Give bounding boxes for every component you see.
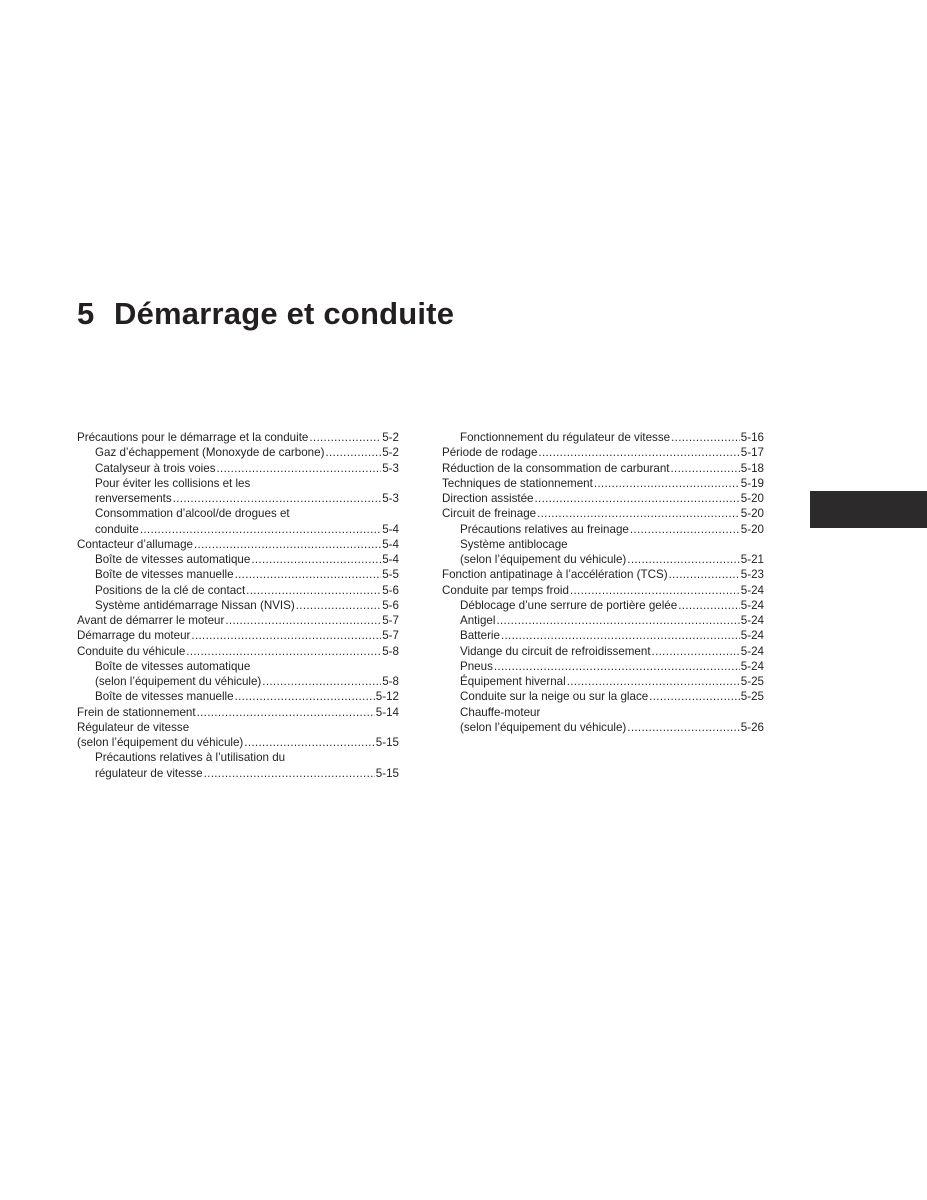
dot-leader	[191, 628, 381, 643]
toc-entry[interactable]	[77, 567, 399, 582]
toc-page-number: 5-3	[382, 461, 399, 475]
toc-entry-row	[77, 613, 399, 628]
toc-entry-line: Régulateur de vitesse	[77, 720, 190, 734]
toc-entry-title: Fonction antipatinage à l’accélération (TCS)	[442, 568, 668, 582]
toc-entry-title: Précautions pour le démarrage et la conduite	[77, 431, 309, 444]
dot-leader	[204, 766, 375, 781]
toc-entry-title: Direction assistée	[442, 492, 534, 505]
toc-entry-row	[460, 689, 764, 704]
toc-entry-row	[95, 598, 399, 613]
toc-entry-title: (selon l’équipement du véhicule)	[460, 553, 627, 566]
toc-entry-row	[77, 644, 399, 659]
toc-right-column	[442, 430, 764, 735]
toc-page-number: 5-25	[740, 675, 764, 688]
dot-leader	[538, 445, 739, 460]
toc-entry-row	[460, 720, 764, 735]
toc-entry-title: (selon l’équipement du véhicule)	[95, 675, 262, 688]
toc-page-number: 5-24	[740, 629, 764, 643]
toc-page-number: 5-5	[382, 568, 399, 582]
dot-leader	[537, 506, 740, 521]
toc-entry[interactable]	[77, 583, 399, 598]
dot-leader	[501, 628, 740, 643]
toc-page-number: 5-2	[382, 446, 399, 460]
toc-entry[interactable]	[77, 705, 399, 720]
toc-entry-row	[77, 705, 399, 720]
toc-entry-row	[460, 552, 764, 567]
toc-entry-title: Boîte de vitesses manuelle	[95, 690, 234, 704]
dot-leader	[649, 689, 740, 704]
toc-entry-row	[442, 445, 764, 460]
toc-entry[interactable]	[77, 552, 399, 567]
toc-entry-row	[442, 476, 764, 491]
toc-entry-row	[95, 766, 399, 781]
toc-entry-row	[95, 552, 399, 567]
dot-leader	[678, 598, 740, 613]
toc-entry[interactable]	[77, 461, 399, 476]
toc-page-number: 5-8	[382, 675, 399, 688]
toc-entry-row	[460, 430, 764, 445]
toc-entry-line: Pour éviter les collisions et les	[95, 476, 251, 490]
toc-entry-row	[442, 583, 764, 598]
toc-entry[interactable]	[442, 537, 764, 568]
toc-entry[interactable]	[77, 720, 399, 751]
toc-entry-row	[77, 628, 399, 643]
toc-page-number: 5-7	[382, 629, 399, 643]
toc-entry[interactable]	[442, 613, 764, 628]
dot-leader	[652, 644, 740, 659]
toc-entry-row	[460, 522, 764, 537]
toc-entry[interactable]	[77, 613, 399, 628]
toc-entry-title: Positions de la clé de contact	[95, 583, 246, 597]
toc-page-number: 5-19	[740, 476, 764, 490]
toc-entry[interactable]	[77, 430, 399, 445]
toc-entry-row	[77, 735, 399, 750]
toc-entry-row	[460, 628, 764, 643]
dot-leader	[671, 430, 740, 445]
toc-entry[interactable]	[77, 445, 399, 460]
toc-entry-title: Équipement hivernal	[460, 675, 566, 688]
toc-page-number: 5-15	[375, 736, 399, 749]
toc-entry-title: Vidange du circuit de refroidissement	[460, 644, 651, 658]
toc-entry-line: Boîte de vitesses automatique	[95, 659, 251, 673]
chapter-title	[77, 296, 454, 332]
toc-page-number: 5-4	[382, 522, 399, 536]
toc-entry-title: Conduite sur la neige ou sur la glace	[460, 690, 649, 704]
dot-leader	[627, 720, 740, 735]
toc-entry-title: Circuit de freinage	[442, 507, 537, 521]
toc-page-number: 5-15	[375, 766, 399, 780]
toc-page-number: 5-3	[382, 492, 399, 505]
toc-entry[interactable]	[77, 628, 399, 643]
toc-entry[interactable]	[442, 659, 764, 674]
toc-page-number: 5-23	[740, 568, 764, 582]
toc-entry-line: Système antiblocage	[460, 537, 568, 551]
dot-leader	[535, 491, 740, 506]
toc-entry-row	[95, 491, 399, 506]
toc-entry[interactable]	[442, 461, 764, 476]
dot-leader	[325, 445, 381, 460]
dot-leader	[235, 689, 375, 704]
toc-entry-row	[95, 567, 399, 582]
toc-page-number: 5-25	[740, 690, 764, 704]
toc-entry-title: Système antidémarrage Nissan (NVIS)	[95, 598, 295, 612]
toc-page-number: 5-6	[382, 598, 399, 612]
toc-page-number: 5-24	[740, 614, 764, 627]
toc-entry-title: Précautions relatives au freinage	[460, 522, 629, 536]
toc-entry-row	[95, 445, 399, 460]
toc-entry-title: Batterie	[460, 629, 500, 643]
toc-page-number: 5-12	[375, 690, 399, 704]
chapter-title-text: Démarrage et conduite	[114, 296, 455, 331]
toc-entry-row	[442, 491, 764, 506]
dot-leader	[217, 461, 382, 476]
dot-leader	[567, 674, 740, 689]
toc-entry-row	[95, 674, 399, 689]
dot-leader	[225, 613, 381, 628]
toc-entry-title: (selon l’équipement du véhicule)	[460, 720, 627, 734]
toc-page-number: 5-26	[740, 720, 764, 734]
toc-entry-row	[460, 674, 764, 689]
toc-entry[interactable]	[442, 689, 764, 704]
dot-leader	[186, 644, 381, 659]
toc-page-number: 5-8	[382, 644, 399, 658]
dot-leader	[140, 522, 381, 537]
toc-entry[interactable]	[442, 567, 764, 582]
toc-entry-title: Boîte de vitesses manuelle	[95, 568, 234, 582]
toc-entry-row	[95, 461, 399, 476]
toc-entry-title: Période de rodage	[442, 446, 538, 460]
dot-leader	[570, 583, 740, 598]
toc-entry[interactable]	[442, 705, 764, 736]
toc-entry-row	[95, 583, 399, 598]
toc-page-number: 5-20	[740, 522, 764, 536]
dot-leader	[296, 598, 381, 613]
toc-entry-title: Catalyseur à trois voies	[95, 461, 216, 475]
toc-page-number: 5-16	[740, 431, 764, 444]
dot-leader	[309, 430, 381, 445]
toc-entry[interactable]	[442, 491, 764, 506]
dot-leader	[262, 674, 381, 689]
toc-entry[interactable]	[77, 537, 399, 552]
toc-entry-title: Contacteur d’allumage	[77, 537, 194, 551]
toc-page-number: 5-24	[740, 659, 764, 673]
toc-entry[interactable]	[77, 506, 399, 537]
dot-leader	[496, 613, 739, 628]
dot-leader	[235, 567, 382, 582]
toc-entry-title: Antigel	[460, 614, 496, 627]
toc-entry[interactable]	[442, 476, 764, 491]
toc-entry-row	[77, 430, 399, 445]
chapter-number: 5	[77, 296, 95, 331]
toc-entry-row	[460, 659, 764, 674]
toc-entry[interactable]	[442, 628, 764, 643]
toc-page-number: 5-24	[740, 644, 764, 658]
toc-entry[interactable]	[77, 689, 399, 704]
dot-leader	[594, 476, 740, 491]
toc-entry[interactable]	[77, 598, 399, 613]
toc-page-number: 5-24	[740, 598, 764, 612]
toc-entry-title: Gaz d’échappement (Monoxyde de carbone)	[95, 446, 325, 460]
toc-entry[interactable]	[442, 644, 764, 659]
toc-entry-row	[442, 567, 764, 582]
toc-page-number: 5-4	[382, 537, 399, 551]
toc-entry-title: régulateur de vitesse	[95, 766, 203, 780]
toc-entry-title: Démarrage du moteur	[77, 629, 191, 643]
toc-entry-title: Déblocage d’une serrure de portière gelée	[460, 598, 678, 612]
toc-entry-title: Conduite du véhicule	[77, 644, 186, 658]
toc-entry-line: Consommation d’alcool/de drogues et	[95, 507, 290, 521]
chapter-thumb-tab	[810, 491, 927, 528]
dot-leader	[494, 659, 740, 674]
toc-entry-line: Précautions relatives à l’utilisation du	[95, 751, 286, 765]
toc-left-column	[77, 430, 399, 781]
toc-entry-row	[95, 522, 399, 537]
toc-entry-row	[442, 506, 764, 521]
toc-entry-title: (selon l’équipement du véhicule)	[77, 736, 244, 749]
toc-entry-title: Techniques de stationnement	[442, 476, 593, 490]
dot-leader	[244, 735, 375, 750]
dot-leader	[251, 552, 381, 567]
dot-leader	[197, 705, 375, 720]
toc-entry[interactable]	[442, 674, 764, 689]
dot-leader	[671, 461, 740, 476]
toc-entry-title: Pneus	[460, 659, 493, 673]
dot-leader	[246, 583, 381, 598]
toc-page-number: 5-24	[740, 583, 764, 597]
toc-entry[interactable]	[442, 583, 764, 598]
toc-page-number: 5-2	[382, 431, 399, 444]
toc-entry[interactable]	[77, 644, 399, 659]
toc-page-number: 5-20	[740, 492, 764, 505]
toc-page-number: 5-21	[740, 553, 764, 566]
toc-page-number: 5-18	[740, 461, 764, 475]
toc-entry-row	[95, 689, 399, 704]
toc-entry-line: Chauffe-moteur	[460, 705, 541, 719]
toc-entry[interactable]	[77, 659, 399, 690]
toc-page-number: 5-20	[740, 507, 764, 521]
toc-entry[interactable]	[77, 476, 399, 507]
toc-page-number: 5-6	[382, 583, 399, 597]
dot-leader	[194, 537, 381, 552]
dot-leader	[173, 491, 382, 506]
toc-entry[interactable]	[442, 522, 764, 537]
toc-page-number: 5-17	[740, 446, 764, 460]
toc-entry-title: renversements	[95, 492, 172, 505]
toc-entry[interactable]	[442, 506, 764, 521]
dot-leader	[627, 552, 740, 567]
toc-page-number: 5-7	[382, 614, 399, 627]
toc-entry-title: conduite	[95, 522, 139, 536]
toc-entry[interactable]	[442, 430, 764, 445]
toc-page-number: 5-4	[382, 553, 399, 566]
toc-entry[interactable]	[442, 598, 764, 613]
toc-entry-title: Frein de stationnement	[77, 705, 196, 719]
toc-entry-title: Boîte de vitesses automatique	[95, 553, 251, 566]
toc-entry-row	[460, 644, 764, 659]
toc-entry-row	[460, 613, 764, 628]
dot-leader	[669, 567, 740, 582]
toc-entry[interactable]	[77, 750, 399, 781]
toc-entry-row	[77, 537, 399, 552]
toc-entry-row	[442, 461, 764, 476]
toc-entry-title: Réduction de la consommation de carburant	[442, 461, 670, 475]
toc-entry-row	[460, 598, 764, 613]
toc-entry-title: Fonctionnement du régulateur de vitesse	[460, 431, 671, 444]
toc-entry-title: Avant de démarrer le moteur	[77, 614, 225, 627]
toc-page-number: 5-14	[375, 705, 399, 719]
toc-entry[interactable]	[442, 445, 764, 460]
dot-leader	[630, 522, 740, 537]
toc-entry-title: Conduite par temps froid	[442, 583, 569, 597]
